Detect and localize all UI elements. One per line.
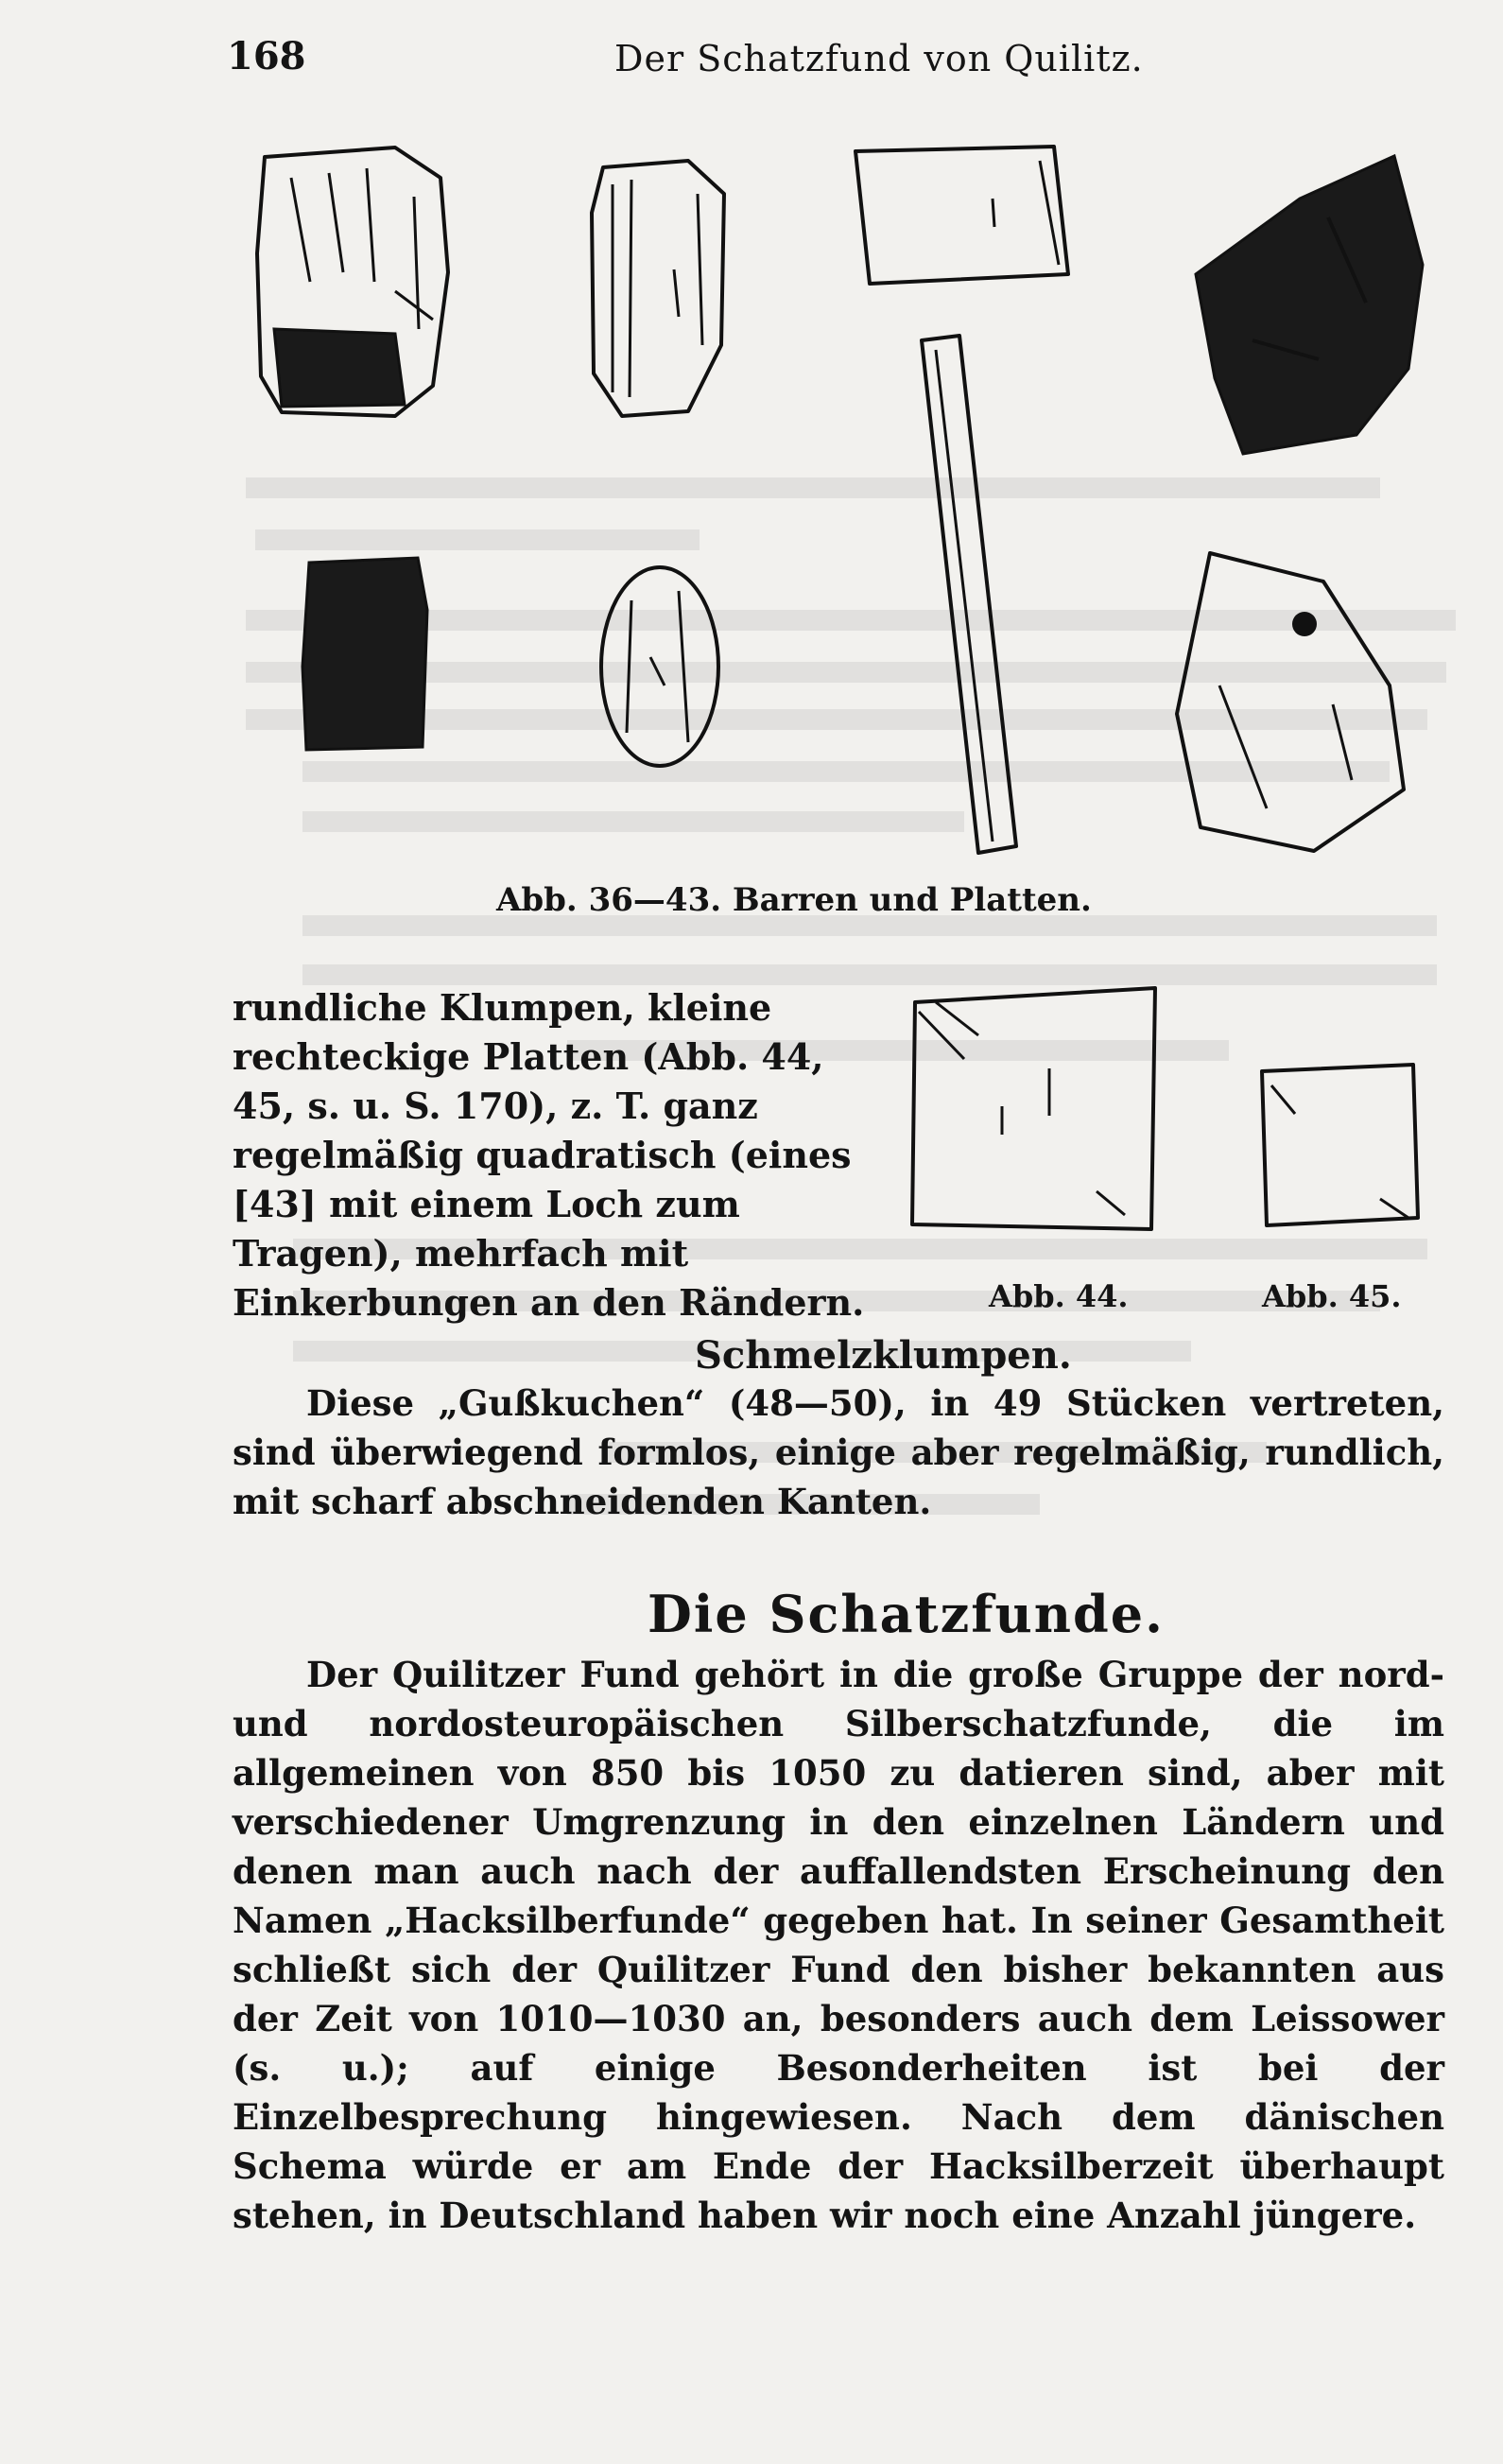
section-heading: Die Schatzfunde.: [648, 1584, 1165, 1644]
figure-plate-44: [907, 983, 1163, 1239]
figure-plate-45: [1257, 1057, 1423, 1232]
figure-plate-43: [1163, 544, 1413, 860]
caption-figures-36-43: [496, 881, 1092, 919]
figure-plate-38: [851, 142, 1078, 293]
caption-figure-44: Abb. 44.: [989, 1278, 1129, 1314]
narrow-paragraph: rundliche Klumpen, kleine rechteckige Platten (Abb. 44, 45, s. u. S. 170), z. T. ganz regelmäßig quadratisch (eines [43] mit einem Loch zum Tragen), mehrfach mit Einkerbungen an den Rändern.: [233, 986, 865, 1324]
page-number: 168: [227, 34, 306, 78]
paragraph-schatzfunde: Der Quilitzer Fund gehört in die große Gruppe der nord- und nordosteuropäischen Silberschatzfunde, die im allgemeinen von 850 bis 1050 zu datieren sind, aber mit verschiedener Umgrenzung in den einzelnen Ländern und denen man auch nach der auffallendsten Erscheinung den Namen „Hacksilberfunde“ gegeben hat. In seiner Gesamtheit schließt sich der Quilitzer Fund den bisher bekannten aus der Zeit von 1010—1030 an, besonders auch dem Leissower (s. u.); auf einige Besonderheiten ist bei der Einzelbesprechung hingewiesen. Nach dem dänischen Schema würde er am Ende der Hacksilberzeit überhaupt stehen, in Deutschland haben wir noch eine Anzahl jüngere.: [233, 1654, 1444, 2236]
running-title: Der Schatzfund von Quilitz.: [614, 38, 1144, 79]
subheading: Schmelzklumpen.: [695, 1333, 1072, 1378]
figure-bar-42: [912, 331, 1026, 860]
caption-figure-45: Abb. 45.: [1262, 1278, 1402, 1314]
figure-ingot-36: [253, 140, 461, 424]
figure-fragment-39: [1186, 151, 1432, 473]
figure-ingot-40: [295, 553, 437, 756]
caption-text: Abb. 36—43. Barren und Platten.: [496, 881, 1092, 919]
paragraph-gusskuchen: Diese „Gußkuchen“ (48—50), in 49 Stücken vertreten, sind überwiegend formlos, einige aber regelmäßig, rundlich, mit scharf abschneidenden Kanten.: [233, 1382, 1444, 1522]
figure-ingot-37: [584, 156, 735, 425]
figure-lump-41: [594, 563, 726, 771]
